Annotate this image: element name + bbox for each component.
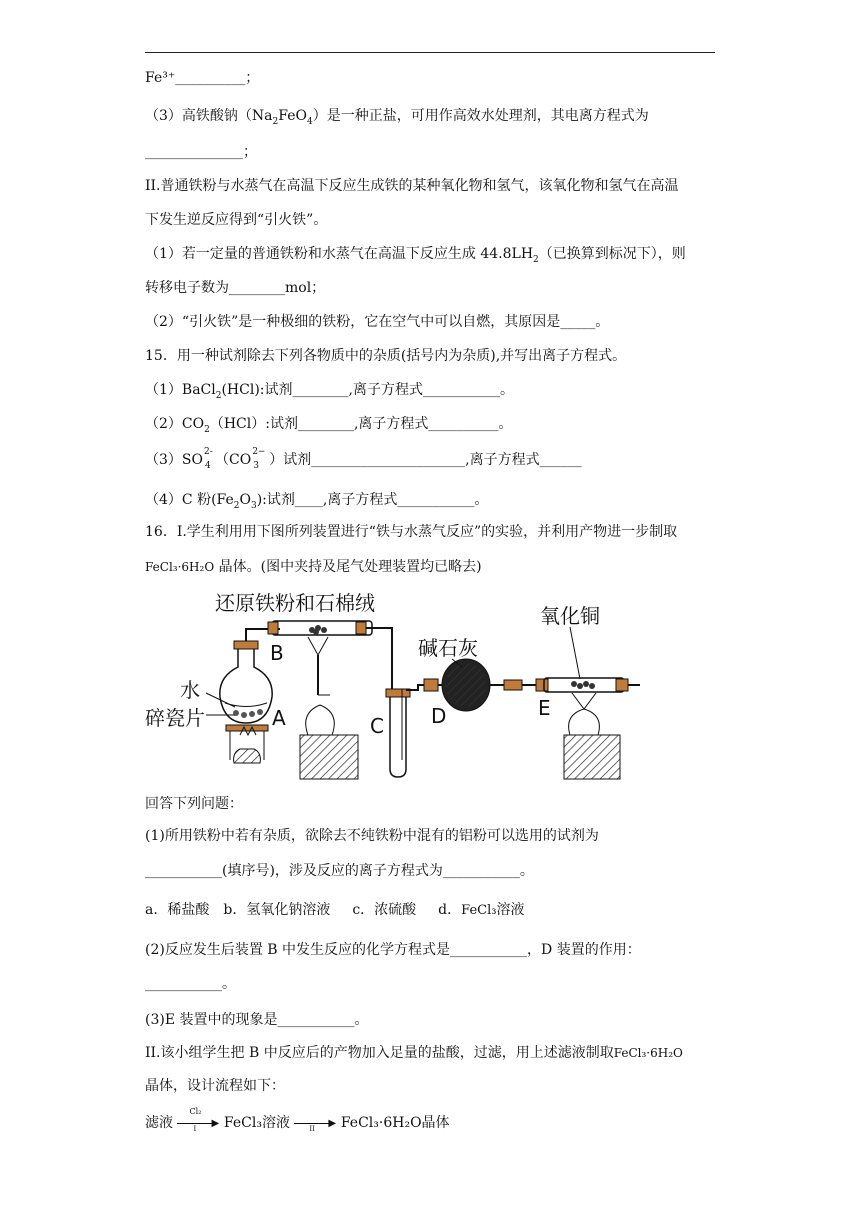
label-e: E <box>538 696 551 720</box>
line-q16-3: (3)E 装置中的现象是___________。 <box>145 1012 369 1028</box>
line-q2-pyrophoric: （2）“引火铁”是一种极细的铁粉，它在空气中可以自燃，其原因是_____。 <box>145 314 610 330</box>
line-part2-process-cont: 晶体，设计流程如下： <box>145 1078 285 1094</box>
option-a: a．稀盐酸 <box>145 902 210 918</box>
line-q16-title-cont: FeCl₃·6H₂O 晶体。(图中夹持及尾气处理装置均已略去) <box>145 559 482 575</box>
line-q16-title: 16．I.学生利用用下图所列装置进行“铁与水蒸气反应”的实验，并利用产物进一步制取 <box>145 524 678 540</box>
label-c: C <box>370 714 384 738</box>
label-iron-powder: 还原铁粉和石棉绒 <box>215 591 375 615</box>
line-part2-process: II.该小组学生把 B 中反应后的产物加入足量的盐酸，过滤，用上述滤液制取FeCl₃·6H₂O <box>145 1045 683 1061</box>
line-q1-electrons: 转移电子数为________mol； <box>145 280 326 296</box>
test-tube-c <box>386 689 410 777</box>
label-a: A <box>272 706 286 730</box>
line-q16-options: a．稀盐酸 b．氢氧化钠溶液 c．浓硫酸 d．FeCl₃溶液 <box>145 902 525 918</box>
line-q16-1-cont: ___________(填序号)，涉及反应的离子方程式为___________。 <box>145 863 534 879</box>
line-part2-intro-cont: 下发生逆反应得到“引火铁”。 <box>145 212 328 228</box>
apparatus-diagram <box>140 585 650 785</box>
flask-a <box>206 641 272 723</box>
line-q15-4: （4）C 粉$(Fe_2O_3)$:试剂____,离子方程式___________。 <box>145 492 489 511</box>
label-soda-lime: 碱石灰 <box>418 636 478 660</box>
line-q16-2: (2)反应发生后装置 B 中发生反应的化学方程式是___________，D 装置的作用： <box>145 942 641 958</box>
line-q15-title: 15．用一种试剂除去下列各物质中的杂质(括号内为杂质),并写出离子方程式。 <box>145 348 627 364</box>
flow-arrow-2: ▶ II <box>294 1115 336 1131</box>
option-c: c．浓硫酸 <box>352 902 417 918</box>
label-d: D <box>431 704 447 728</box>
label-water: 水 <box>180 678 200 702</box>
flow-crystal: FeCl₃·6H₂O晶体 <box>340 1115 450 1131</box>
line-q15-3: （3）SO 2- 4 （CO 2− 3 ）试剂______________________,离子方程式______ <box>145 447 582 471</box>
line-fe3-blank: Fe³⁺__________； <box>145 70 260 86</box>
option-d: d． <box>438 902 462 918</box>
line-sodium-ferrate: （3）高铁酸钠$(Na_2FeO_4)$是一种正盐，可用作高效水处理剂，其电离方程式为 <box>145 108 649 127</box>
line-q16-1: (1)所用铁粉中若有杂质，欲除去不纯铁粉中混有的铝粉可以选用的试剂为 <box>145 828 599 844</box>
line-q15-2: $(2)CO_2(HCl)$:试剂________,离子方程式__________。 <box>145 416 513 435</box>
header-rule <box>145 52 715 53</box>
option-b: b．氢氧化钠溶液 <box>223 902 331 918</box>
line-answer-intro: 回答下列问题： <box>145 796 243 812</box>
flow-fecl3-solution: FeCl₃溶液 <box>223 1115 290 1131</box>
line-q1-hydrogen: （1）若一定量的普通铁粉和水蒸气在高温下反应生成 $44.8LH_2$（已换算到标况下），则 <box>145 246 686 265</box>
flow-filtrate: 滤液 <box>145 1115 173 1131</box>
label-porcelain: 碎瓷片 <box>145 706 205 730</box>
process-flow <box>145 1107 450 1133</box>
flow-arrow-1: Cl₂ ▶ I <box>177 1115 219 1131</box>
line-part2-intro: II.普通铁粉与水蒸气在高温下反应生成铁的某种氧化物和氢气，该氧化物和氢气在高温 <box>145 178 679 194</box>
label-b: B <box>270 641 284 665</box>
line-q15-1: （1）BaCl$_2$(HCl):试剂________,离子方程式___________。 <box>145 382 514 401</box>
line-q16-2-cont: ___________。 <box>145 976 236 992</box>
label-copper-oxide: 氧化铜 <box>540 604 600 628</box>
line-blank-answer: ______________； <box>145 144 257 160</box>
